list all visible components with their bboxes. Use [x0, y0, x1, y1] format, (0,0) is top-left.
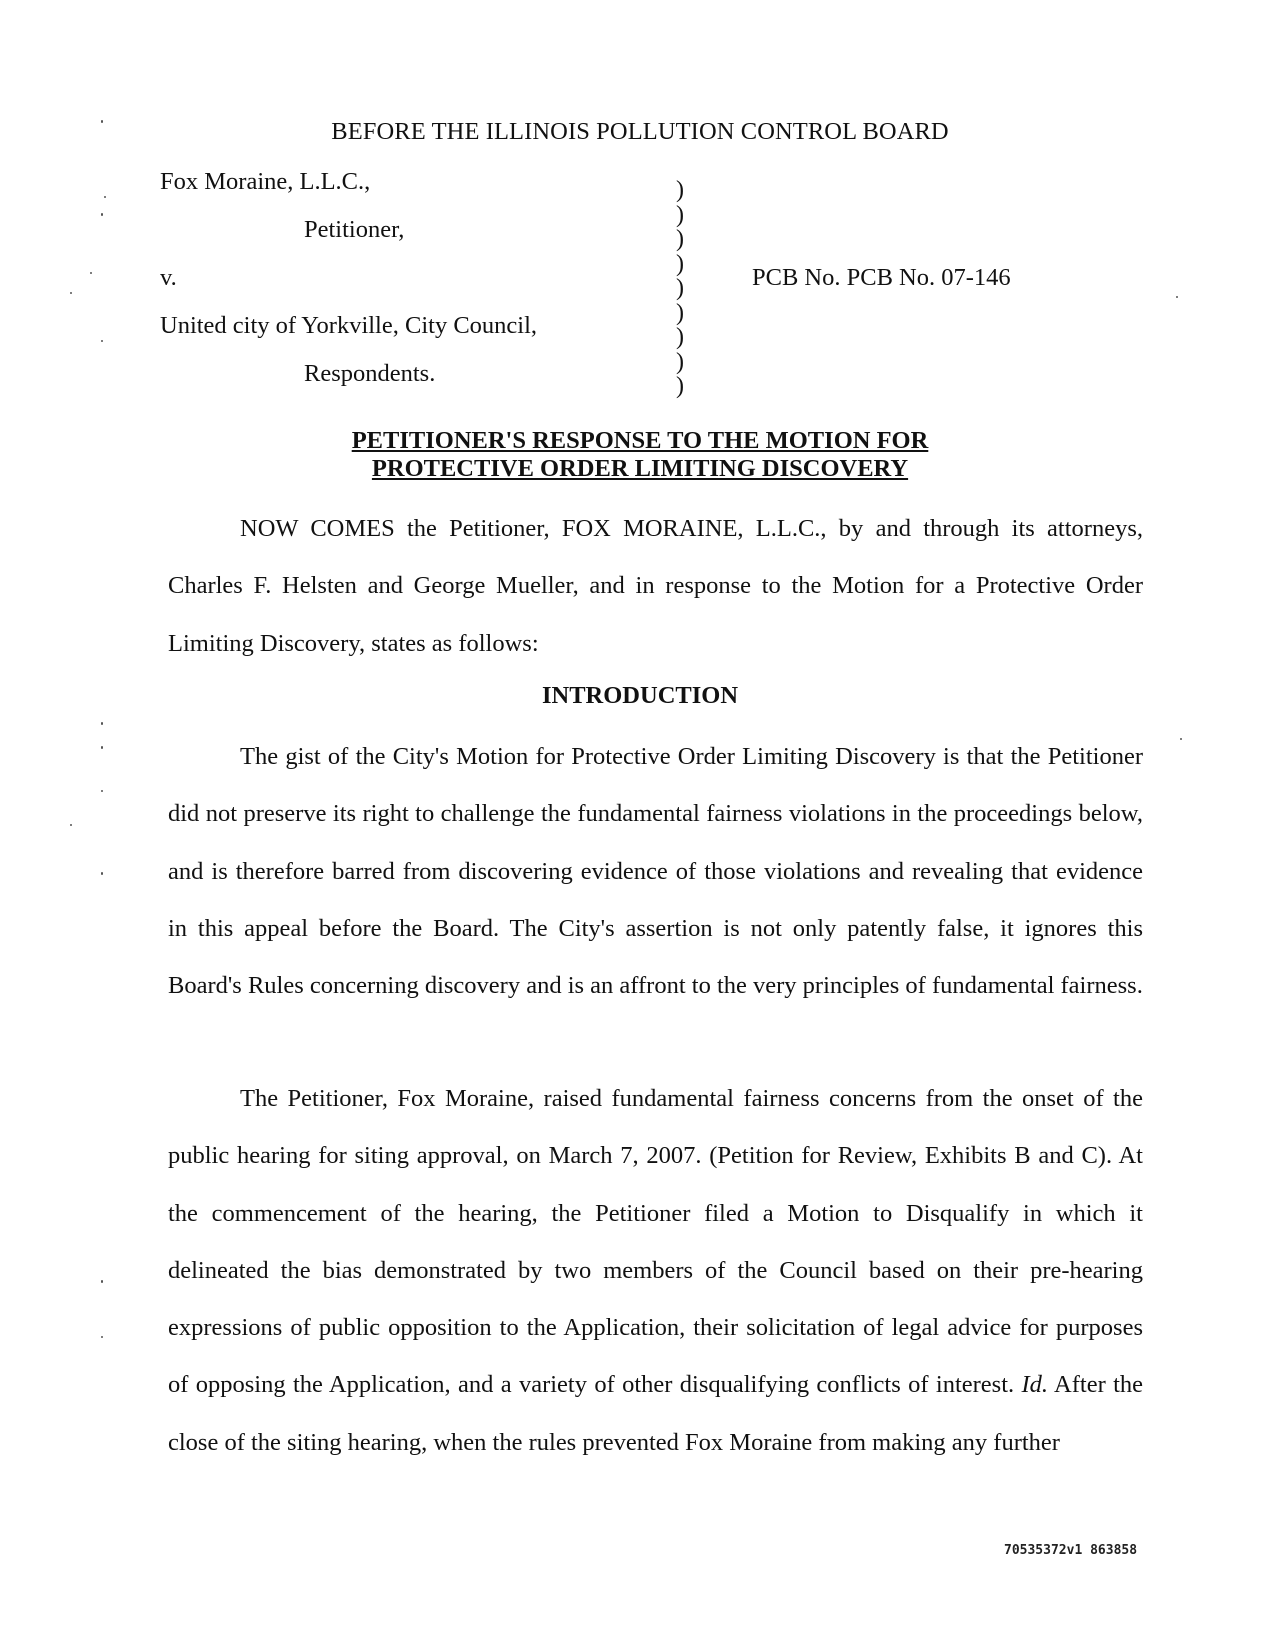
caption-parentheses: ) ) ) ) ) ) ) ) ) — [676, 177, 684, 399]
intro-paragraph-1-text: The gist of the City's Motion for Protective Order Limiting Discovery is that the Petitioner did not preserve its right to challenge the fundamental fairness violations in the proceedings below, and is therefore barred from discovering evidence of those violations and revealing that evidence in this appeal before the Board. The City's assertion is not only patently false, it ignores this Board's Rules concerning discovery and is an affront to the very principles of fundamental fairness. — [168, 743, 1143, 1000]
introduction-heading: INTRODUCTION — [541, 682, 739, 709]
motion-title-line-1: PETITIONER'S RESPONSE TO THE MOTION FOR — [351, 427, 929, 454]
intro-paragraph-2-part-a: The Petitioner, Fox Moraine, raised fundamental fairness concerns from the onset of the public hearing for siting approval, on March 7, 2007. (Petition for Review, Exhibits B and C). At the commencement of the hearing, the Petitioner filed a Motion to Disqualify in which it delineated the bias demonstrated by two members of the Council based on their pre-hearing expressions of public opposition to the Application, their solicitation of legal advice for purposes of opposing the Application, and a variety of other disqualifying conflicts of interest. — [168, 1085, 1143, 1399]
intro-paragraph-2-text — [168, 1070, 1143, 1471]
petitioner-name: Fox Moraine, L.L.C., — [160, 168, 371, 195]
motion-title — [0, 427, 1280, 483]
intro-paragraph-2 — [168, 1070, 1143, 1471]
document-id: 70535372v1 863858 — [1004, 1543, 1138, 1558]
opening-paragraph-text: NOW COMES the Petitioner, FOX MORAINE, L.L.C., by and through its attorneys, Charles F. Helsten and George Mueller, and in response to the Motion for a Protective Order Limiting Discovery, states as follows: — [168, 515, 1143, 657]
motion-title-line-2: PROTECTIVE ORDER LIMITING DISCOVERY — [371, 455, 909, 482]
case-number: PCB No. PCB No. 07-146 — [752, 264, 1011, 291]
intro-paragraph-2-part-b: After the close of the siting hearing, when the rules prevented Fox Moraine from making any further — [168, 1371, 1144, 1456]
respondent-name: United city of Yorkville, City Council, — [160, 312, 538, 339]
court-title: BEFORE THE ILLINOIS POLLUTION CONTROL BOARD — [331, 118, 949, 145]
id-citation: Id. — [1021, 1371, 1049, 1399]
respondent-role: Respondents. — [304, 360, 436, 387]
opening-paragraph — [168, 500, 1143, 672]
versus-label: v. — [160, 264, 177, 291]
intro-paragraph-1 — [168, 728, 1143, 1014]
petitioner-role: Petitioner, — [304, 216, 405, 243]
